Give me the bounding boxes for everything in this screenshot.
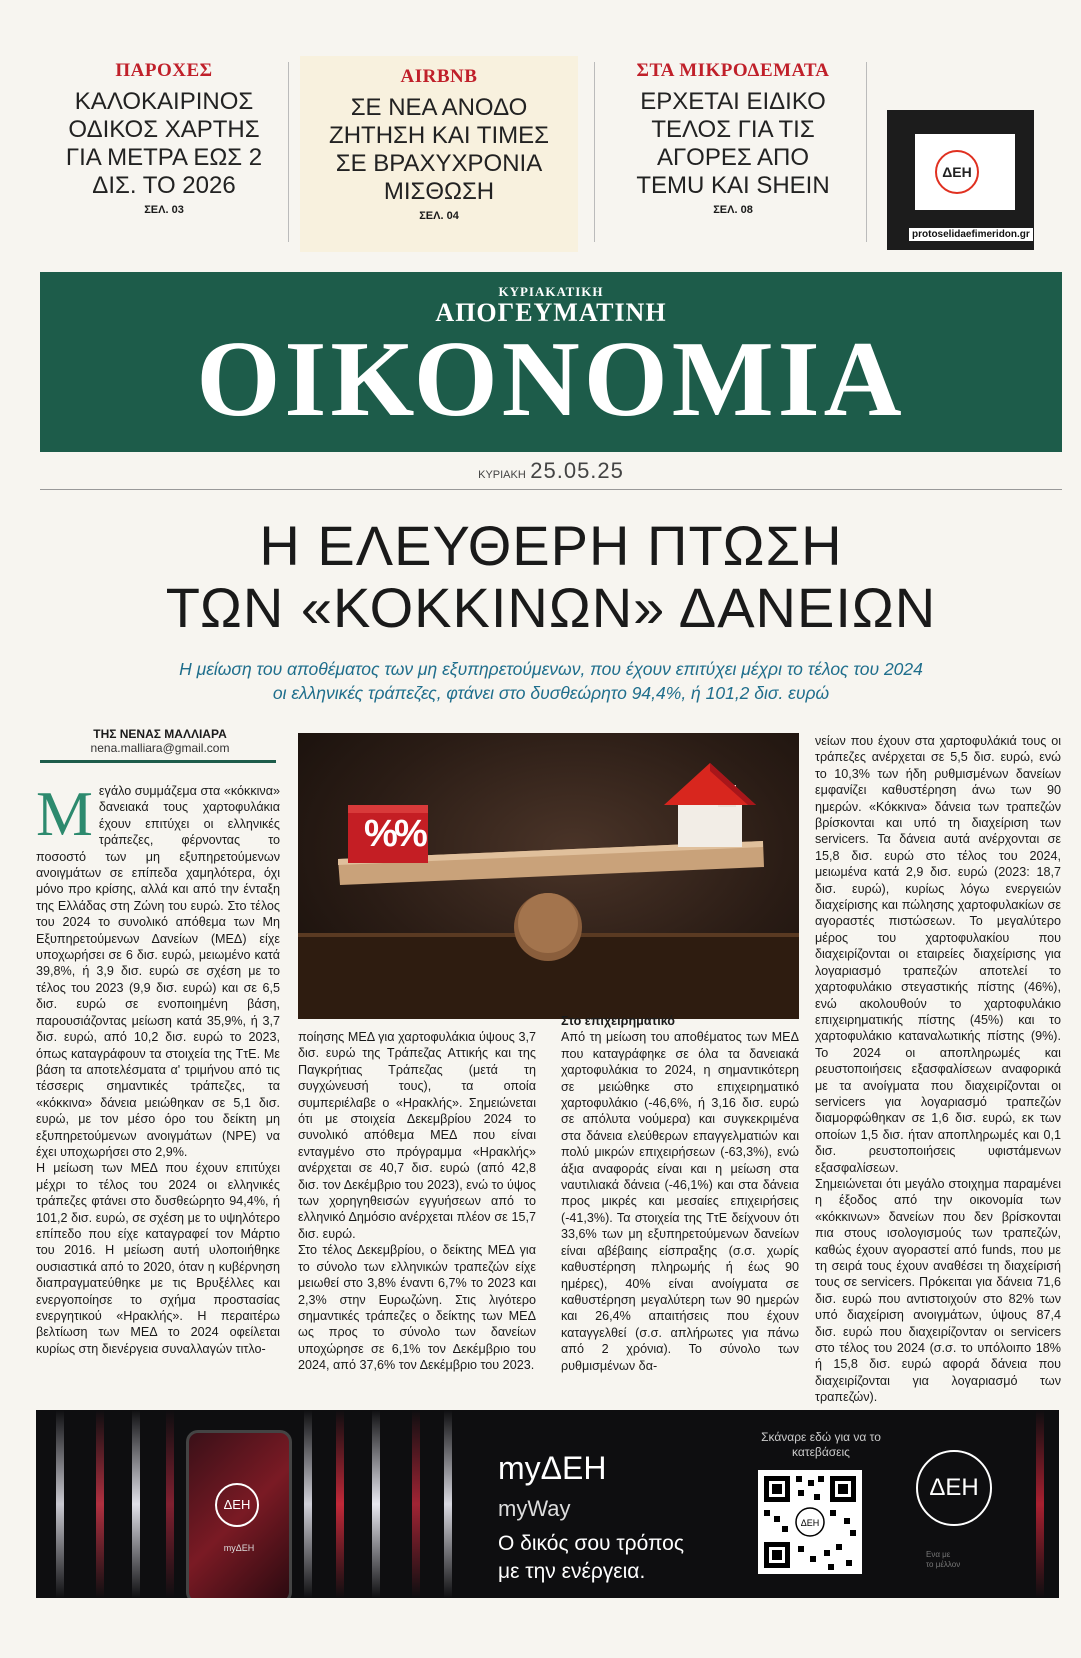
article-paragraph: Στο τέλος Δεκεμβρίου, ο δείκτης ΜΕΔ για το σύνολο των ελληνικών τραπεζών είχε μειωθεί στο 3,8% έναντι 6,7% το 2023 και 2,3% στην Ευρωζώνη. Στις λιγότερο σημαντικές τράπεζες ο δείκτης των ΜΕΔ ως προς το σύνολο των δανείων υποχώρησε σε 6,1% τον Δεκέμβριο του 2024, από 37,6% τον Δεκέμβριο του 2023. bbox=[298, 1243, 536, 1373]
phone-logo-icon: ΔΕΗ bbox=[215, 1483, 259, 1527]
corner-ad[interactable] bbox=[887, 110, 1034, 250]
dateline bbox=[40, 458, 1062, 484]
ad-scan-text: Σκάναρε εδώ για να το κατεβάσεις bbox=[761, 1430, 881, 1459]
dei-logo-icon: ΔΕΗ bbox=[935, 150, 979, 194]
byline-email[interactable]: nena.malliara@gmail.com bbox=[90, 741, 230, 755]
masthead-title: ΟΙΚΟΝΟΜΙΑ bbox=[196, 320, 906, 439]
article-title bbox=[40, 515, 1062, 639]
masthead-line1: ΚΥΡΙΑΚΑΤΙΚΗ bbox=[498, 284, 604, 299]
teaser-headline: ΣΕ ΝΕΑ ΑΝΟΔΟ ΖΗΤΗΣΗ ΚΑΙ ΤΙΜΕΣ ΣΕ ΒΡΑΧΥΧΡΟΝΙΑ ΜΙΣΘΩΣΗ bbox=[329, 94, 549, 205]
phone-app-label: myΔΕΗ bbox=[223, 1543, 255, 1553]
phone-mockup bbox=[186, 1430, 292, 1598]
dropcap: Μ bbox=[36, 778, 93, 849]
article-subtitle-line2: οι ελληνικές τράπεζες, φτάνει στο δυσθεώρητο 94,4%, ή 101,2 δισ. ευρώ bbox=[272, 683, 830, 703]
ad-light-stripe bbox=[132, 1410, 140, 1598]
ad-light-stripe bbox=[336, 1410, 344, 1598]
article-photo bbox=[298, 733, 799, 1019]
article-paragraph: ποίησης ΜΕΔ για χαρτοφυλάκια ύψους 3,7 δισ. ευρώ της Τράπεζας Αττικής και της Παγκρήτιας Τράπεζας (μετά τη συγχώνευσή τους), τα οποία συμπεριέλαβε ο «Ηρακλής». Σημειώνεται ότι με στοιχεία Δεκεμβρίου 2024 το συνολικό απόθεμα ΜΕΔ που είναι ενταγμένο στο πρόγραμμα «Ηρακλής» ανέρχεται σε 40,7 δισ. ευρώ (από 42,8 δισ. τον Δεκέμβριο του 2023), ενώ το ύψος των χορηγηθεισών εγγυήσεων από το ελληνικό Δημόσιο ανέρχεται πλέον σε 15,7 δισ. ευρώ. bbox=[298, 1030, 536, 1241]
corner-ad-panel bbox=[915, 134, 1015, 210]
teaser-page: ΣΕΛ. 08 bbox=[713, 204, 753, 216]
dateline-date: 25.05.25 bbox=[530, 458, 624, 483]
ad-light-stripe bbox=[372, 1410, 380, 1598]
ad-brand: myΔΕΗ bbox=[498, 1450, 607, 1486]
teaser-3[interactable] bbox=[620, 60, 846, 216]
teaser-page: ΣΕΛ. 04 bbox=[419, 210, 459, 222]
article-paragraph: Η μείωση των ΜΕΔ που έχουν επιτύχει μέχρι το τέλος του 2024 οι ελληνικές τράπεζες φτάνει στο δυσθεώρητο 94,4%, ή 101,2 δισ. ευρώ, σε σχέση με το υψηλότερο επίπεδο που είχε καταγραφεί τον Μάρτιο του 2016. Η μείωση αυτή υλοποιήθηκε ουσιαστικά από το 2020, όταν η κυβέρνηση διαπραγματεύθηκε με τις Βρυξέλλες και ενεργοποίησε το σχήμα προστασίας ενεργητικού «Ηρακλής». Η περαιτέρω βελτίωση των ΜΕΔ το 2024 οφείλεται κυρίως στη διενέργεια συναλλαγών τιτλο- bbox=[36, 1161, 280, 1356]
masthead bbox=[40, 272, 1062, 452]
ad-small-line1: Ενα με bbox=[926, 1550, 951, 1559]
article-column-3 bbox=[561, 1013, 799, 1374]
ad-light-stripe bbox=[96, 1410, 104, 1598]
column-divider bbox=[594, 62, 595, 242]
ad-light-stripe bbox=[304, 1410, 312, 1598]
ad-slogan bbox=[498, 1530, 684, 1586]
byline bbox=[40, 727, 280, 755]
ad-slogan-line2: με την ενέργεια. bbox=[498, 1560, 646, 1583]
teaser-headline: ΕΡΧΕΤΑΙ ΕΙΔΙΚΟ ΤΕΛΟΣ ΓΙΑ ΤΙΣ ΑΓΟΡΕΣ ΑΠΟ TEMU ΚΑΙ SHEIN bbox=[636, 88, 830, 199]
percent-sign: % bbox=[364, 813, 398, 855]
article-title-line2: ΤΩΝ «ΚΟΚΚΙΝΩΝ» ΔΑΝΕΙΩΝ bbox=[165, 576, 937, 639]
teaser-1[interactable] bbox=[58, 60, 270, 216]
qr-code-icon bbox=[758, 1470, 862, 1574]
article-paragraph: εγάλο συμμάζεμα στα «κόκκινα» δανειακά τους χαρτοφυλάκια έχουν επιτύχει οι ελληνικές τράπεζες, φέρνοντας το ποσοστό των μη εξυπηρετούμενων ανοιγμάτων σε επίπεδα χαμηλότερα, όχι μόνο προ κρίσης, αλλά και από την ένταξη της Ελλάδας στη Ζώνη του ευρώ. Στο τέλος του 2024 το συνολικό απόθεμα των Μη Εξυπηρετούμενων Δανείων (ΜΕΔ) είχε υποχωρήσει σε 6 δισ. ευρώ, μειωμένο κατά 39,8%, ή 3,9 δισ. ευρώ σε σχέση με το τέλος του 2023 (9,9 δισ. ευρώ) και σε 6,5 δισ. ευρώ σε ενοποιημένη βάση, παρουσιάζοντας μείωση κατά 35,9%, ή 3,7 δισ. ευρώ, από 10,2 δισ. ευρώ το 2023, όπως καταγράφουν τα στοιχεία της ΤτΕ. Με βάση τα αποτελέσματα α' τριμήνου από τις τέσσερις σημαντικές τράπεζες, τα «κόκκινα» δάνεια μειώθηκαν σε 5,1 δισ. ευρώ, με τον μέσο όρο του δείκτη μη εξυπηρετούμενων ανοιγμάτων (NPE) να έχει υποχωρήσει στο 2,9%. bbox=[36, 784, 280, 1159]
article-subhead: Στο επιχειρηματικό bbox=[561, 1014, 675, 1028]
teaser-page: ΣΕΛ. 03 bbox=[144, 204, 184, 216]
article-paragraph: Από τη μείωση του αποθέματος των ΜΕΔ που καταγράφηκε σε όλα τα δανειακά χαρτοφυλάκια το 2024, η σημαντικότερη σε μειώθηκε στο επιχειρηματικό χαρτοφυλάκιο (-46,6%, ή 3,16 δισ. ευρώ σε απόλυτα νούμερα) και συγκεκριμένα στα δάνεια ελεύθερων επαγγελματιών και πολύ μικρών επιχειρήσεων (-63,3%), ενώ άξια αναφοράς είναι και η μείωση στα ναυτιλιακά δάνεια (-46,1%) και στα δάνεια προς μικρές και μεσαίες επιχειρήσεις (-41,3%). Τα στοιχεία της ΤτΕ δείχνουν ότι 33,6% των μη εξυπηρετούμενων δανείων είναι αβέβαιης είσπραξης (σ.σ. χωρίς καθυστέρηση πληρωμής ή έως 90 ημέρες), 40% είναι ανοίγματα σε καθυστέρηση μεγαλύτερη των 90 ημερών και 26,4% απαιτήσεις που έχουν καταγγελθεί (σ.σ. απλήρωτες για πάνω από 2 χρόνια). Το σύνολο των ρυθμισμένων δα- bbox=[561, 1030, 799, 1373]
dateline-day: ΚΥΡΙΑΚΗ bbox=[478, 469, 526, 481]
article-paragraph: Σημειώνεται ότι μεγάλο στοιχημα παραμένει η έξοδος από την οικονομία των «κόκκινων» δανείων που δεν βρίσκονται πια στους ισολογισμούς των τραπεζών, καθώς έχουν αγοραστεί από funds, που με τη σειρά τους έχουν αναθέσει τη διαχείρισή τους σε servicers. Πρόκειται για δάνεια 71,6 δισ. ευρώ που αντιστοιχούν στο 82% των υπό διαχείριση ανοιγμάτων, ύψους 87,4 δισ. ευρώ που διαχειρίζονταν οι servicers στο τέλος του 2024 (σ.σ. το υπόλοιπο 18% ή 15,8 δισ. ευρώ αφορά δάνεια που διαχειρίζονται για λογαριασμό των τραπεζών). bbox=[815, 1176, 1061, 1405]
article-column-1 bbox=[36, 778, 280, 1357]
ad-tagline: myWay bbox=[498, 1496, 571, 1521]
ad-light-stripe bbox=[444, 1410, 452, 1598]
article-column-2 bbox=[298, 1029, 536, 1374]
ad-slogan-line1: Ο δικός σου τρόπος bbox=[498, 1532, 684, 1555]
teaser-kicker: AIRBNB bbox=[400, 66, 478, 87]
article-title-line1: Η ΕΛΕΥΘΕΡΗ ΠΤΩΣΗ bbox=[259, 514, 843, 577]
percent-sign: % bbox=[394, 813, 428, 855]
column-divider bbox=[866, 62, 867, 242]
byline-author: ΤΗΣ ΝΕΝΑΣ ΜΑΛΛΙΑΡΑ bbox=[93, 727, 227, 741]
bottom-ad[interactable] bbox=[36, 1410, 1059, 1598]
teaser-headline: ΚΑΛΟΚΑΙΡΙΝΟΣ ΟΔΙΚΟΣ ΧΑΡΤΗΣ ΓΙΑ ΜΕΤΡΑ ΕΩΣ 2 ΔΙΣ. ΤΟ 2026 bbox=[65, 88, 263, 199]
article-column-4 bbox=[815, 733, 1061, 1406]
dei-logo-icon: ΔΕΗ bbox=[916, 1450, 992, 1526]
qr-code[interactable] bbox=[758, 1470, 862, 1574]
qr-logo: ΔΕΗ bbox=[800, 1518, 820, 1528]
seesaw-house-illustration bbox=[298, 733, 799, 1019]
ad-small-line2: το μέλλον bbox=[926, 1560, 961, 1569]
source-url: protoselidaefimeridon.gr bbox=[909, 228, 1033, 241]
byline-rule bbox=[40, 760, 276, 763]
dateline-rule bbox=[40, 489, 1062, 490]
ad-light-stripe bbox=[1036, 1410, 1044, 1598]
article-paragraph: νείων που έχουν στα χαρτοφυλάκιά τους οι τράπεζες ανέρχεται σε 5,5 δισ. ευρώ, ενώ το 10,3% των ήδη ρυθμισμένων δανείων εμφανίζει καθυστέρηση άνω των 90 ημερών. «Κόκκινα» δάνεια των τραπεζών βρίσκονται και υπό τη διαχείριση των servicers. Τα δάνεια αυτά ανέρχονται σε 15,8 δισ. ευρώ στο τέλος του 2024, μειωμένα κατά 2,9 δισ. ευρώ (2023: 18,7 δισ. ευρώ), κυρίως λόγω ενεργειών διαχείρισης και πώλησης χαρτοφυλακίων σε αγοραστές πιστώσεων. Το μεγαλύτερο μέρος του χαρτοφυλακίου που διαχειρίζονται οι εταιρείες διαχείρισης για λογαριασμό τραπεζών αποτελεί το χαρτοφυλάκιο στεγαστικής πίστης (46%), ενώ ακολουθούν το χαρτοφυλάκιο επιχειρηματικής πίστης (45%) και το χαρτοφυλάκιο καταναλωτικής πίστης (9%). Το 2024 οι αποπληρωμές και ρευστοποιήσεις εξασφαλίσεων αναφορικά με τα ανοίγματα που διαχειρίζονται οι servicers για λογαριασμό τραπεζών διαμορφώθηκαν σε 1,6 δισ. ευρώ, εκ των οποίων 1,5 δισ. ήταν αποπληρωμές και 0,1 δισ. ρευστοποιήσεις υφιστάμενων εξασφαλίσεων. bbox=[815, 734, 1061, 1175]
ad-light-stripe bbox=[166, 1410, 174, 1598]
article-subtitle bbox=[60, 657, 1042, 705]
ad-light-stripe bbox=[412, 1410, 420, 1598]
ad-small-text bbox=[926, 1550, 960, 1570]
article-subtitle-line1: Η μείωση του αποθέματος των μη εξυπηρετούμενων, που έχουν επιτύχει μέχρι το τέλος του 2024 bbox=[179, 659, 923, 679]
teaser-2[interactable] bbox=[300, 56, 578, 252]
teaser-kicker: ΠΑΡΟΧΕΣ bbox=[115, 60, 213, 81]
teaser-kicker: ΣΤΑ ΜΙΚΡΟΔΕΜΑΤΑ bbox=[636, 60, 830, 81]
masthead-line2: ΑΠΟΓΕΥΜΑΤΙΝΗ bbox=[435, 298, 667, 327]
column-divider bbox=[288, 62, 289, 242]
ad-light-stripe bbox=[56, 1410, 64, 1598]
